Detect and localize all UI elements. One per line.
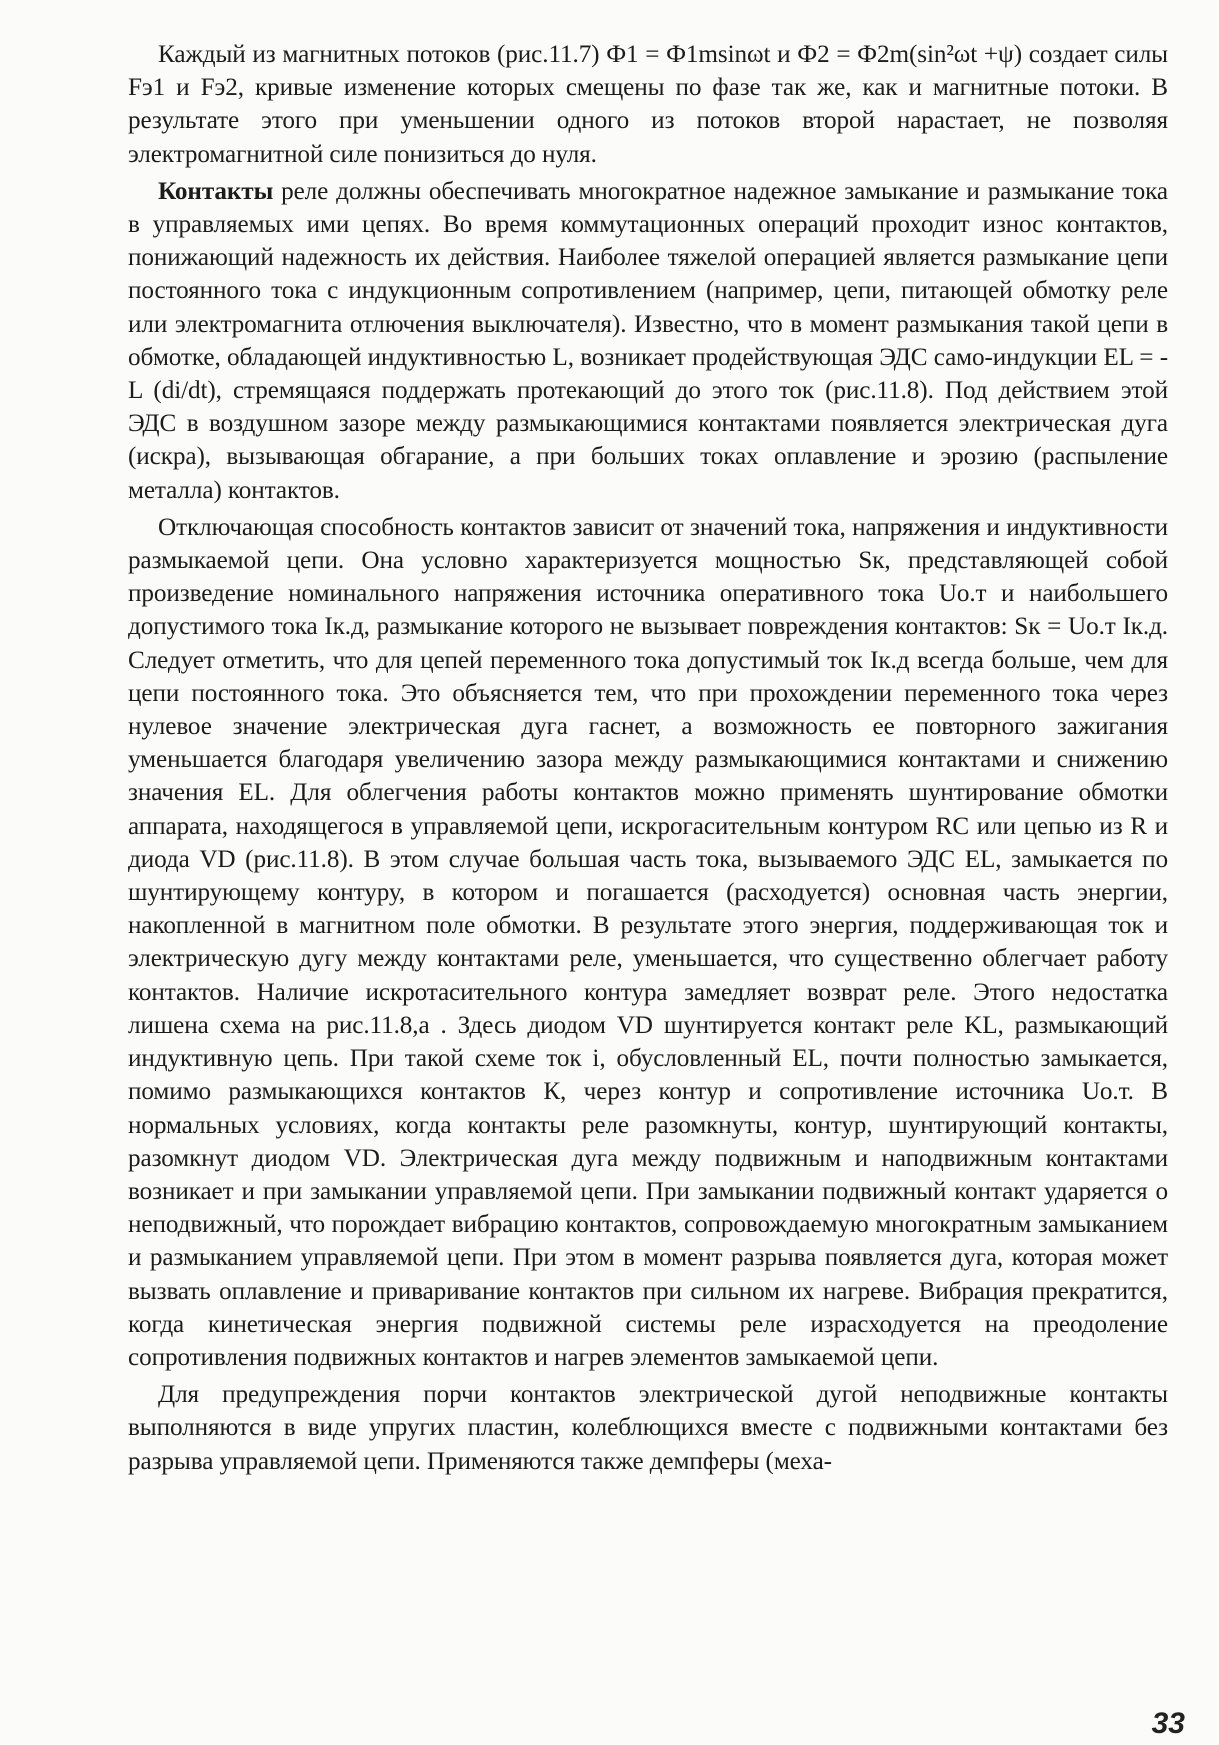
paragraph-3 (128, 511, 1168, 1374)
paragraph-1 (128, 38, 1168, 171)
paragraph-2-text: реле должны обеспечивать многократное надежное замыкание и размыкание тока в управляемых ими цепях. Во время коммутационных операций проходит износ контактов, понижающий надежность их действия. Наиболее тяжелой операцией является размыкание цепи постоянного тока с индукционным сопротивлением (например, цепи, питающей обмотку реле или электромагнита отлючения выключателя). Известно, что в момент размыкания такой цепи в обмотке, обладающей индуктивностью L, возникает продействующая ЭДС само-индукции EL = - L (di/dt), стремящаяся поддержать протекающий до этого ток (рис.11.8). Под действием этой ЭДС в воздушном зазоре между размыкающимися контактами появляется электрическая дуга (искра), вызывающая обгарание, а при больших токах оплавление и эрозию (распыление металла) контактов. (128, 177, 1168, 504)
paragraph-4-text: Для предупреждения порчи контактов электрической дугой неподвижные контакты выполняются в виде упругих пластин, колеблющихся вместе с подвижными контактами без разрыва управляемой цепи. Применяются также демпферы (меха- (128, 1381, 1168, 1475)
paragraph-4 (128, 1378, 1168, 1478)
paragraph-2-lead: Контакты (158, 177, 274, 205)
paragraph-3-text: Отключающая способность контактов зависит от значений тока, напряжения и индуктивности размыкаемой цепи. Она условно характеризуется мощностью Sк, представляющей собой произведение номинального напряжения источника оперативного тока Uo.т и наибольшего допустимого тока Iк.д, размыкание которого не вызывает повреждения контактов: Sк = Uo.т Iк.д. Следует отметить, что для цепей переменного тока допустимый ток Iк.д всегда больше, чем для цепи постоянного тока. Это объясняется тем, что при прохождении переменного тока через нулевое значение электрическая дуга гаснет, а возможность ее повторного зажигания уменьшается благодаря увеличению зазора между размыкающимися контактами и снижению значения EL. Для облегчения работы контактов можно применять шунтирование обмотки аппарата, находящегося в управляемой цепи, искрогасительным контуром RC или цепью из R и диода VD (рис.11.8). В этом случае большая часть тока, вызываемого ЭДС EL, замыкается по шунтирующему контуру, в котором и погашается (расходуется) основная часть энергии, накопленной в магнитном поле обмотки. В результате этого энергия, поддерживающая ток и электрическую дугу между контактами реле, уменьшается, что существенно облегчает работу контактов. Наличие искротасительного контура замедляет возврат реле. Этого недостатка лишена схема на рис.11.8,а . Здесь диодом VD шунтируется контакт реле KL, размыкающий индуктивную цепь. При такой схеме ток i, обусловленный EL, почти полностью замыкается, помимо размыкающихся контактов К, через контур и сопротивление источника Uo.т. В нормальных условиях, когда контакты реле разомкнуты, контур, шунтирующий контакты, разомкнут диодом VD. Электрическая дуга между подвижным и наподвижным контактами возникает и при замыкании управляемой цепи. При замыкании подвижный контакт ударяется о неподвижный, что порождает вибрацию контактов, сопровождаемую многократным замыканием и размыканием управляемой цепи. При этом в момент разрыва появляется дуга, которая может вызвать оплавление и приваривание контактов при сильном их нагреве. Вибрация прекратится, когда кинетическая энергия подвижной системы реле израсходуется на преодоление сопротивления подвижных контактов и нагрев элементов замыкаемой цепи. (128, 513, 1168, 1371)
paragraph-2 (128, 175, 1168, 507)
paragraph-1-text: Каждый из магнитных потоков (рис.11.7) Ф1 = Ф1msinωt и Ф2 = Ф2m(sin²ωt +ψ) создает силы Fэ1 и Fэ2, кривые изменение которых смещены по фазе так же, как и магнитные потоки. В результате этого при уменьшении одного из потоков второй нарастает, не позволяя электромагнитной силе понизиться до нуля. (128, 41, 1168, 168)
document-page (128, 38, 1168, 1482)
page-number: 33 (1151, 1707, 1185, 1740)
